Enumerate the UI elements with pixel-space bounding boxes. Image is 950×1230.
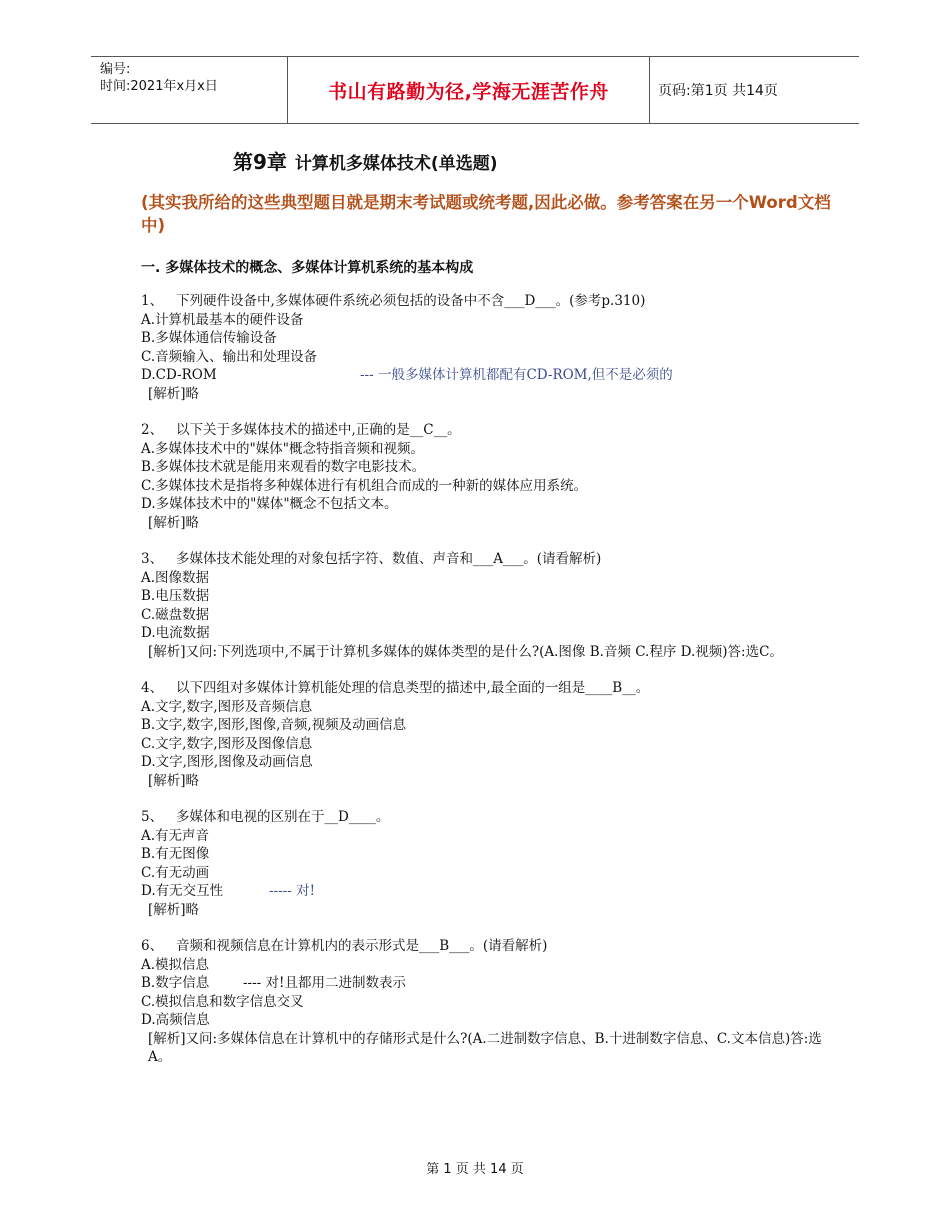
question-number: 6、 xyxy=(141,938,164,954)
question-text: 以下四组对多媒体计算机能处理的信息类型的描述中,最全面的一组是____B__。 xyxy=(176,680,650,696)
question-number: 5、 xyxy=(141,809,164,825)
page-header xyxy=(91,56,859,124)
option-c: C.有无动画 xyxy=(141,864,210,881)
option-b xyxy=(141,974,841,993)
option-a: A.模拟信息 xyxy=(141,956,210,973)
option-text: D.有无交互性 xyxy=(141,883,224,899)
option-d: D.电流数据 xyxy=(141,625,210,641)
option-d: D.多媒体技术中的"媒体"概念不包括文本。 xyxy=(141,496,398,512)
question-item xyxy=(141,550,841,661)
chapter-subtitle: 计算机多媒体技术(单选题) xyxy=(294,154,498,174)
page-footer: 第 1 页 共 14 页 xyxy=(426,1162,524,1177)
analysis-note: [解析]又问:多媒体信息在计算机中的存储形式是什么?(A.二进制数字信息、B.十进制数字信息、C.文本信息)答:选A。 xyxy=(148,1030,822,1065)
question-stem xyxy=(141,550,841,569)
question-number: 2、 xyxy=(141,422,164,438)
document-time-label: 时间:2021年x月x日 xyxy=(100,79,218,94)
question-text: 下列硬件设备中,多媒体硬件系统必须包括的设备中不含___D___。(参考p.310) xyxy=(176,293,646,309)
question-number: 3、 xyxy=(141,551,164,567)
option-a: A.图像数据 xyxy=(141,569,210,586)
option-c: C.磁盘数据 xyxy=(141,606,210,623)
option-a: A.计算机最基本的硬件设备 xyxy=(141,311,304,328)
question-item xyxy=(141,421,841,532)
option-text: B.数字信息 xyxy=(141,975,210,991)
header-page-label: 页码:第1页 共14页 xyxy=(658,83,778,99)
question-number: 1、 xyxy=(141,293,164,309)
analysis-note: [解析]略 xyxy=(148,514,200,531)
question-stem xyxy=(141,937,841,956)
option-c: C.文字,数字,图形及图像信息 xyxy=(141,735,313,752)
question-text: 多媒体技术能处理的对象包括字符、数值、声音和___A___。(请看解析) xyxy=(176,551,602,567)
question-text: 多媒体和电视的区别在于__D____。 xyxy=(176,809,390,825)
chapter-heading xyxy=(233,146,497,175)
option-c: C.音频输入、输出和处理设备 xyxy=(141,348,318,365)
intro-note: (其实我所给的这些典型题目就是期末考试题或统考题,因此必做。参考答案在另一个Word文档中) xyxy=(141,193,831,235)
option-d xyxy=(141,366,841,385)
option-b: B.电压数据 xyxy=(141,588,210,604)
option-comment: --- 一般多媒体计算机都配有CD-ROM,但不是必须的 xyxy=(360,367,673,383)
option-comment: ---- 对!且都用二进制数表示 xyxy=(243,975,406,991)
option-d xyxy=(141,882,841,901)
question-stem xyxy=(141,679,841,698)
header-right-cell xyxy=(650,57,859,123)
question-list xyxy=(141,292,841,1085)
section-heading: 一. 多媒体技术的概念、多媒体计算机系统的基本构成 xyxy=(141,260,474,276)
analysis-note: [解析]略 xyxy=(148,385,200,402)
option-b: B.文字,数字,图形,图像,音频,视频及动画信息 xyxy=(141,717,407,733)
question-item xyxy=(141,679,841,790)
option-a: A.有无声音 xyxy=(141,827,210,844)
header-middle-cell xyxy=(287,57,650,123)
question-number: 4、 xyxy=(141,680,164,696)
option-c: C.模拟信息和数字信息交叉 xyxy=(141,993,304,1010)
option-text: D.CD-ROM xyxy=(141,367,217,383)
option-d: D.文字,图形,图像及动画信息 xyxy=(141,754,313,770)
header-motto: 书山有路勤为径,学海无涯苦作舟 xyxy=(328,80,609,103)
option-d: D.高频信息 xyxy=(141,1012,210,1028)
question-stem xyxy=(141,292,841,311)
document-number-label: 编号: xyxy=(100,62,131,77)
question-item xyxy=(141,292,841,403)
option-a: A.多媒体技术中的"媒体"概念特指音频和视频。 xyxy=(141,440,424,457)
question-text: 以下关于多媒体技术的描述中,正确的是__C__。 xyxy=(176,422,461,438)
option-c: C.多媒体技术是指将多种媒体进行有机组合而成的一种新的媒体应用系统。 xyxy=(141,477,588,494)
option-comment: ----- 对! xyxy=(269,883,316,899)
analysis-note: [解析]略 xyxy=(148,772,200,789)
question-stem xyxy=(141,808,841,827)
question-stem xyxy=(141,421,841,440)
option-a: A.文字,数字,图形及音频信息 xyxy=(141,698,313,715)
option-b: B.有无图像 xyxy=(141,846,210,862)
header-left-cell xyxy=(91,57,287,123)
analysis-note: [解析]略 xyxy=(148,901,200,918)
option-b: B.多媒体通信传输设备 xyxy=(141,330,277,346)
chapter-title: 第9章 xyxy=(233,150,287,174)
question-text: 音频和视频信息在计算机内的表示形式是___B___。(请看解析) xyxy=(176,938,548,954)
analysis-note: [解析]又问:下列选项中,不属于计算机多媒体的媒体类型的是什么?(A.图像 B.音频 C.程序 D.视频)答:选C。 xyxy=(148,643,783,660)
option-b: B.多媒体技术就是能用来观看的数字电影技术。 xyxy=(141,459,426,475)
question-item xyxy=(141,937,841,1067)
question-item xyxy=(141,808,841,919)
